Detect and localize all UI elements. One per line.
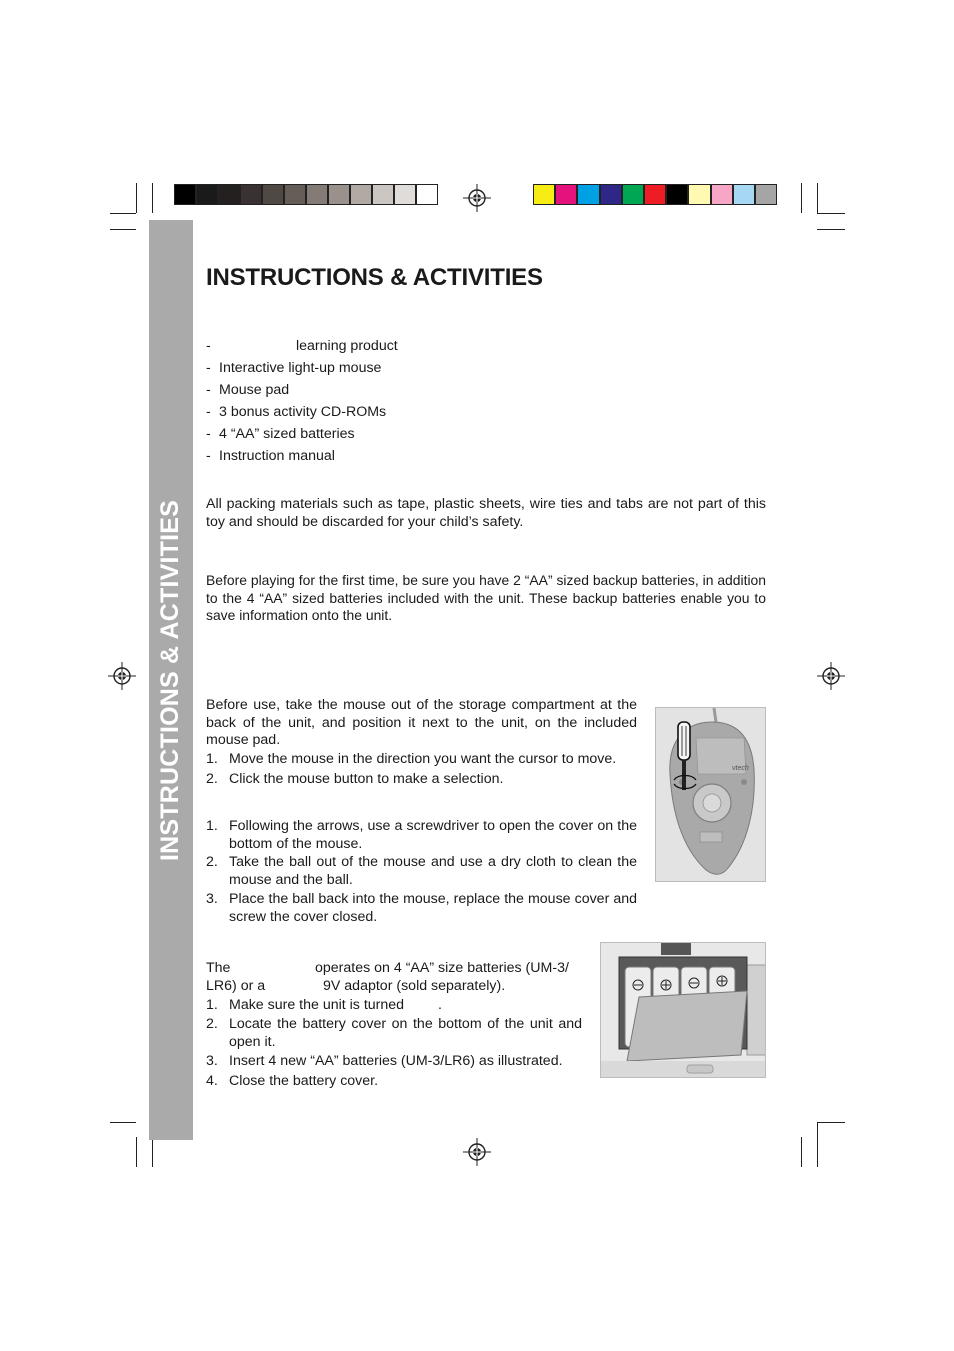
- gray-swatch: [372, 184, 394, 205]
- gray-swatch: [218, 184, 240, 205]
- page-title: INSTRUCTIONS & ACTIVITIES: [206, 264, 543, 291]
- gray-swatch: [240, 184, 262, 205]
- step-text: Close the battery cover.: [229, 1073, 379, 1089]
- battery-compartment-image: [600, 942, 766, 1078]
- gray-swatch: [196, 184, 218, 205]
- registration-mark-bottom-icon: [463, 1138, 491, 1166]
- battery-intro-part2: operates on 4 “AA” size batteries (UM-3/: [315, 960, 569, 976]
- step-text: Following the arrows, use a screwdriver to open the cover on the bottom of the mouse.: [229, 818, 637, 852]
- step-number: 4.: [206, 1073, 218, 1089]
- color-swatch: [600, 184, 622, 205]
- step-text: Locate the battery cover on the bottom of the unit and open it.: [229, 1016, 582, 1050]
- registration-mark-right-icon: [817, 662, 845, 690]
- gray-swatch: [174, 184, 196, 205]
- list-item-bullet: -: [206, 448, 211, 464]
- step-text: Click the mouse button to make a selection.: [229, 771, 504, 787]
- mouse-brand: vtech: [732, 765, 749, 772]
- color-swatch: [577, 184, 599, 205]
- color-swatch: [688, 184, 710, 205]
- mouse-underside-image: [655, 707, 766, 882]
- color-swatch: [711, 184, 733, 205]
- list-item-bullet: -: [206, 404, 211, 420]
- list-item-bullet: -: [206, 426, 211, 442]
- color-swatch: [622, 184, 644, 205]
- step-number: 3.: [206, 1053, 218, 1069]
- list-item-bullet: -: [206, 338, 211, 354]
- list-item: Instruction manual: [219, 448, 335, 464]
- step-number: 3.: [206, 891, 218, 907]
- list-item: Mouse pad: [219, 382, 290, 398]
- step-number: 2.: [206, 854, 218, 870]
- step-text: Move the mouse in the direction you want the cursor to move.: [229, 751, 617, 767]
- step-text: Take the ball out of the mouse and use a dry cloth to clean the mouse and the ball.: [229, 854, 637, 888]
- gray-swatch: [284, 184, 306, 205]
- step-text: Insert 4 new “AA” batteries (UM-3/LR6) as illustrated.: [229, 1053, 563, 1069]
- gray-swatch: [350, 184, 372, 205]
- battery-intro-part1: The: [206, 960, 231, 976]
- gray-swatch: [416, 184, 438, 205]
- registration-mark-top-icon: [463, 184, 491, 212]
- color-swatch: [533, 184, 555, 205]
- battery-intro: [206, 960, 582, 995]
- color-swatch: [644, 184, 666, 205]
- list-item: 3 bonus activity CD-ROMs: [219, 404, 387, 420]
- step-number: 2.: [206, 771, 218, 787]
- color-swatch: [755, 184, 777, 205]
- registration-mark-left-icon: [108, 662, 136, 690]
- gray-swatch: [306, 184, 328, 205]
- sidebar-label-container: [149, 220, 193, 1140]
- gray-swatch: [262, 184, 284, 205]
- mouse-intro: Before use, take the mouse out of the storage compartment at the back of the unit, and position it next to the unit, on the included mouse pad.: [206, 697, 637, 748]
- list-item: Interactive light-up mouse: [219, 360, 382, 376]
- list-item: 4 “AA” sized batteries: [219, 426, 355, 442]
- step-number: 1.: [206, 751, 218, 767]
- color-swatch: [666, 184, 688, 205]
- gray-swatch: [394, 184, 416, 205]
- gray-swatch: [328, 184, 350, 205]
- battery-intro-part3: LR6) or a: [206, 977, 266, 994]
- battery-intro-part4: 9V adaptor (sold separately).: [323, 977, 506, 994]
- sidebar-label: INSTRUCTIONS & ACTIVITIES: [156, 499, 185, 861]
- list-item-bullet: -: [206, 382, 211, 398]
- color-swatch: [733, 184, 755, 205]
- backup-battery-note: Before playing for the first time, be sure you have 2 “AA” sized backup batteries, in addition to the 4 “AA” sized batteries included with the unit. These backup batteries enable you to save information onto the unit.: [206, 572, 766, 623]
- step-number: 2.: [206, 1016, 218, 1032]
- step-text: Place the ball back into the mouse, replace the mouse cover and screw the cover closed.: [229, 891, 637, 925]
- list-item-bullet: -: [206, 360, 211, 376]
- list-item: learning product: [296, 338, 398, 354]
- step-number: 1.: [206, 997, 218, 1013]
- step-number: 1.: [206, 818, 218, 834]
- packing-note: All packing materials such as tape, plastic sheets, wire ties and tabs are not part of this toy and should be discarded for your child’s safety.: [206, 496, 766, 530]
- color-swatch: [555, 184, 577, 205]
- step-text-suffix: .: [438, 997, 442, 1013]
- step-text: Make sure the unit is turned: [229, 997, 405, 1013]
